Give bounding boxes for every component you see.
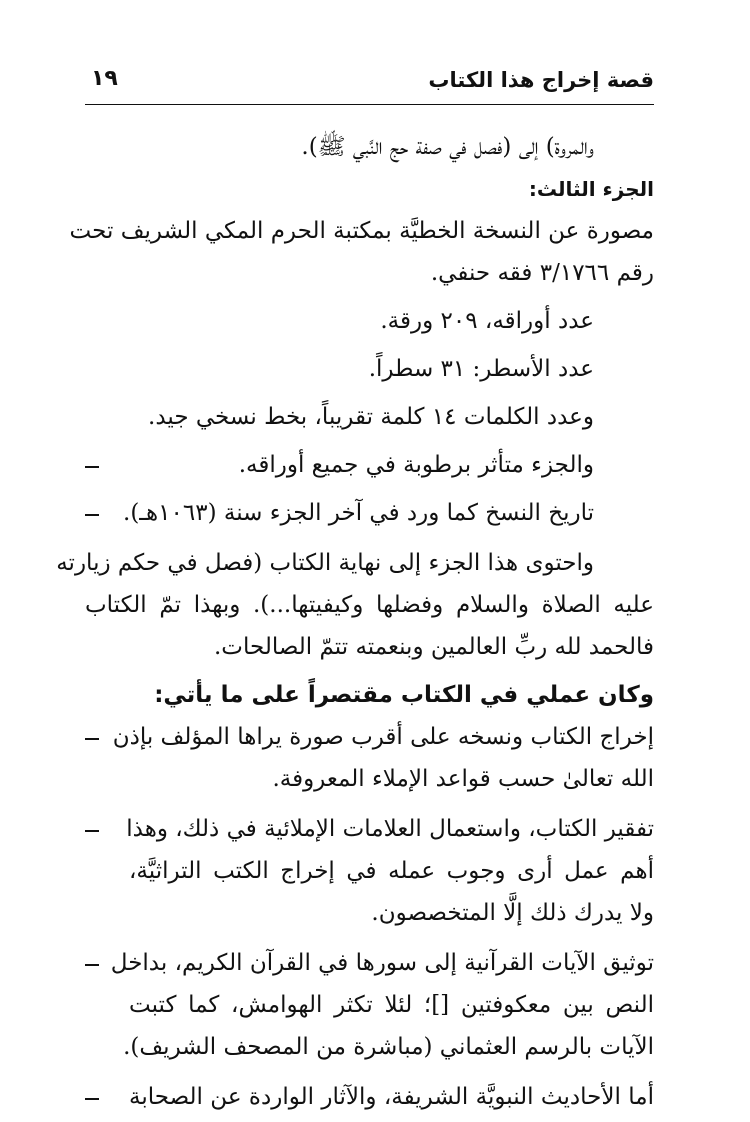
text-line: ولا يدرك ذلك إلَّا المتخصصون. xyxy=(371,900,654,926)
work-list xyxy=(85,716,654,1118)
dash-bullet xyxy=(85,830,99,832)
list-item xyxy=(85,444,654,486)
text-line: الله تعالىٰ حسب قواعد الإملاء المعروفة. xyxy=(272,766,654,792)
text-line: تاريخ النسخ كما ورد في آخر الجزء سنة (١٠٦٣هـ). xyxy=(123,500,594,526)
text-line: مصورة عن النسخة الخطيَّة بمكتبة الحرم المكي الشريف تحت xyxy=(69,218,654,244)
text-line: فالحمد لله ربِّ العالمين وبنعمته تتمّ الصالحات. xyxy=(214,634,654,660)
dash-bullet xyxy=(85,1098,99,1100)
lines-count: عدد الأسطر: ٣١ سطراً. xyxy=(368,356,594,382)
page-header xyxy=(85,60,654,105)
list-item xyxy=(85,492,654,534)
list-item xyxy=(85,716,654,800)
work-heading-block xyxy=(85,674,654,716)
text-line: إخراج الكتاب ونسخه على أقرب صورة يراها المؤلف بإذن xyxy=(112,724,654,750)
text-line: رقم ٣/١٧٦٦ فقه حنفي. xyxy=(430,260,654,286)
work-heading: وكان عملي في الكتاب مقتصراً على ما يأتي: xyxy=(154,682,654,708)
text-line: النص بين معكوفتين []؛ لئلا تكثر الهوامش، كما كتبت xyxy=(129,992,654,1018)
running-title: قصة إخراج هذا الكتاب xyxy=(428,68,654,92)
text-line: عليه الصلاة والسلام وفضلها وكيفيتها...). وبهذا تمّ الكتاب xyxy=(85,592,654,618)
leaves-count: عدد أوراقه، ٢٠٩ ورقة. xyxy=(380,308,594,334)
part3-heading-block xyxy=(85,168,654,210)
text-line: الآيات بالرسم العثماني (مباشرة من المصحف الشريف). xyxy=(123,1034,654,1060)
words-count: وعدد الكلمات ١٤ كلمة تقريباً، بخط نسخي جيد. xyxy=(148,404,594,430)
intro-paragraph xyxy=(85,126,654,168)
text-line: والمروة) إلى (فصل في صفة حج النَّبي ﷺ). xyxy=(301,134,594,160)
page-body xyxy=(56,126,654,1118)
text-line: والجزء متأثر برطوبة في جميع أوراقه. xyxy=(238,452,594,478)
dash-bullet xyxy=(85,514,99,516)
dash-bullet xyxy=(85,466,99,468)
text-line: أما الأحاديث النبويَّة الشريفة، والآثار الواردة عن الصحابة xyxy=(129,1084,654,1110)
dash-bullet xyxy=(85,738,99,740)
text-line: واحتوى هذا الجزء إلى نهاية الكتاب (فصل في حكم زيارته xyxy=(56,550,594,576)
text-line: أهم عمل أرى وجوب عمله في إخراج الكتب التراثيَّة، xyxy=(129,858,654,884)
list-item xyxy=(85,942,654,1068)
page-number: ١٩ xyxy=(91,66,118,91)
dash-bullet xyxy=(85,964,99,966)
list-item xyxy=(85,808,654,934)
part3-stats xyxy=(85,300,654,438)
contents-paragraph xyxy=(56,542,654,668)
part3-description xyxy=(69,210,654,294)
part3-heading: الجزء الثالث: xyxy=(528,177,654,201)
text-line: تفقير الكتاب، واستعمال العلامات الإملائية في ذلك، وهذا xyxy=(126,816,654,842)
list-item xyxy=(85,1076,654,1118)
text-line: توثيق الآيات القرآنية إلى سورها في القرآن الكريم، بداخل xyxy=(110,950,654,976)
